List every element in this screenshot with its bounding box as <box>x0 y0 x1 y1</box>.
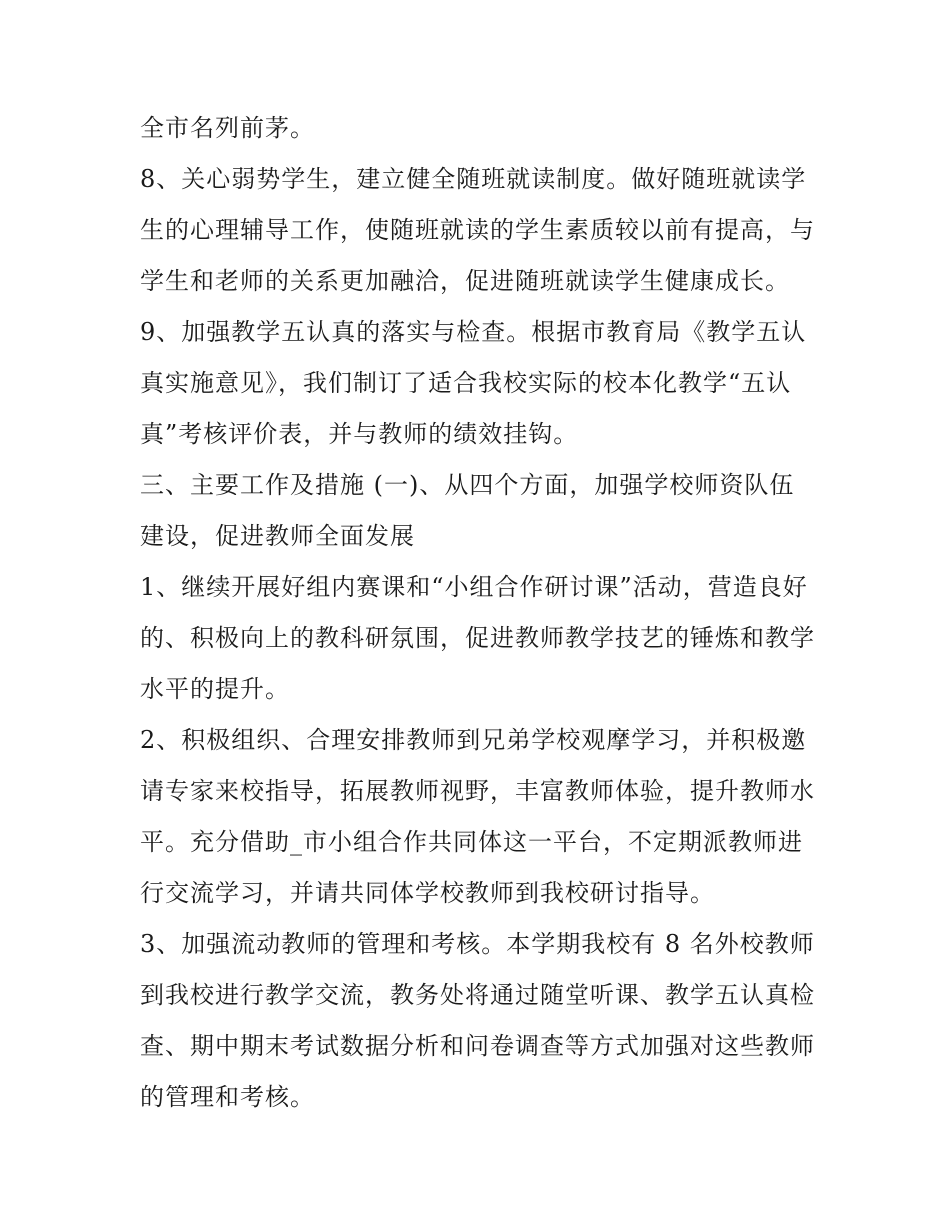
text-line: 平。充分借助_市小组合作共同体这一平台，不定期派教师进 <box>140 828 803 856</box>
text-line: 三、主要工作及措施 (一)、从四个方面，加强学校师资队伍 <box>140 471 795 499</box>
text-line: 2、积极组织、合理安排教师到兄弟学校观摩学习，并积极邀 <box>140 726 807 754</box>
text-line: 8、关心弱势学生，建立健全随班就读制度。做好随班就读学 <box>140 165 807 193</box>
text-line: 学生和老师的关系更加融洽，促进随班就读学生健康成长。 <box>140 267 790 295</box>
text-line: 全市名列前茅。 <box>140 114 315 142</box>
text-line: 行交流学习，并请共同体学校教师到我校研讨指导。 <box>140 879 715 907</box>
text-line: 到我校进行教学交流，教务处将通过随堂听课、教学五认真检 <box>140 981 815 1009</box>
text-line: 的管理和考核。 <box>140 1083 315 1111</box>
text-line: 真”考核评价表，并与教师的绩效挂钩。 <box>140 420 579 448</box>
text-line: 1、继续开展好组内赛课和“小组合作研讨课”活动，营造良好 <box>140 573 808 601</box>
text-line: 的、积极向上的教科研氛围，促进教师教学技艺的锤炼和教学 <box>140 624 815 652</box>
document-body <box>140 103 830 1123</box>
text-line: 请专家来校指导，拓展教师视野，丰富教师体验，提升教师水 <box>140 777 815 805</box>
text-line: 真实施意见》，我们制订了适合我校实际的校本化教学“五认 <box>140 369 792 397</box>
text-line: 9、加强教学五认真的落实与检查。根据市教育局《教学五认 <box>140 318 807 346</box>
text-line: 查、期中期末考试数据分析和问卷调查等方式加强对这些教师 <box>140 1032 815 1060</box>
text-line: 建设，促进教师全面发展 <box>140 522 415 550</box>
text-line: 水平的提升。 <box>140 675 290 703</box>
text-line: 3、加强流动教师的管理和考核。本学期我校有 8 名外校教师 <box>140 930 815 958</box>
text-line: 生的心理辅导工作，使随班就读的学生素质较以前有提高，与 <box>140 216 815 244</box>
